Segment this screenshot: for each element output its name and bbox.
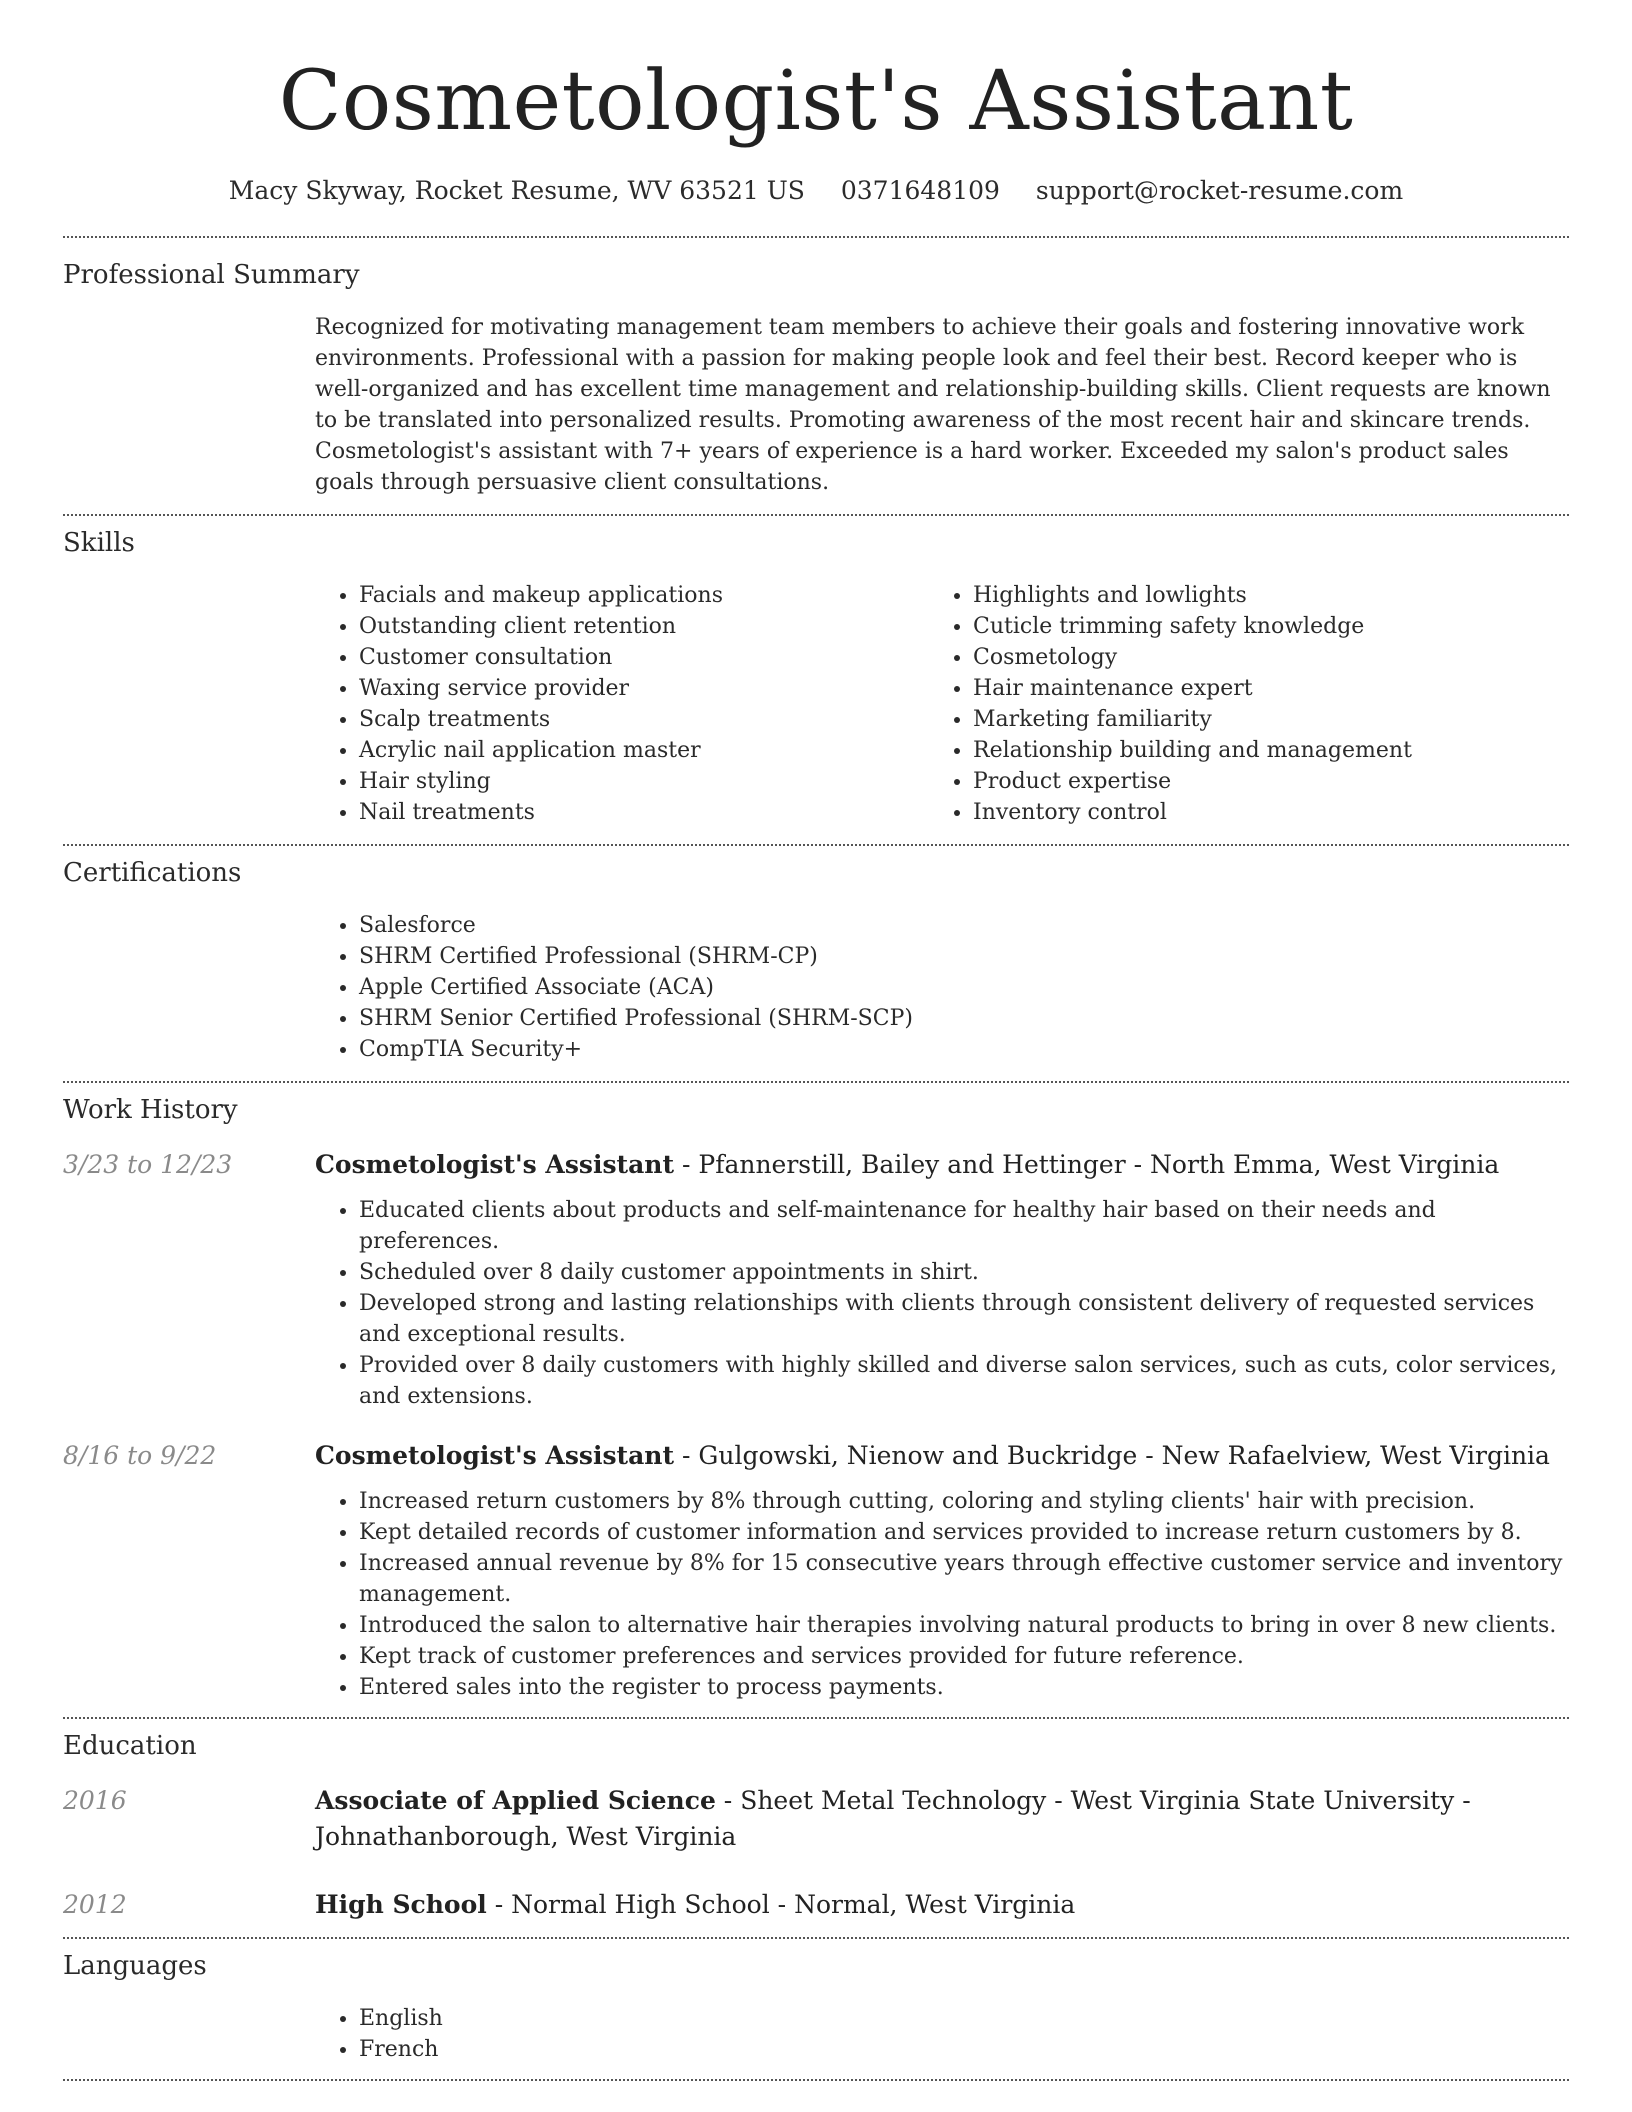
education-location: Normal, West Virginia <box>794 1890 1076 1919</box>
job-location: New Rafaelview, West Virginia <box>1161 1441 1550 1470</box>
certification-item: • Apple Certified Associate (ACA) <box>359 972 1569 1003</box>
certifications-content <box>315 910 1569 1065</box>
job-company: Gulgowski, Nienow and Buckridge <box>698 1441 1138 1470</box>
job-bullets <box>315 1486 1569 1703</box>
skills-column-left <box>315 580 929 828</box>
languages-content <box>315 2003 1569 2065</box>
job-bullets <box>315 1195 1569 1412</box>
education-title-line <box>315 1887 1569 1923</box>
education-section <box>63 1719 1569 1923</box>
job-title-line <box>315 1147 1569 1183</box>
section-title-skills: Skills <box>63 528 135 558</box>
work-section <box>63 1083 1569 1703</box>
languages-section <box>63 1939 1569 2065</box>
separator: - <box>1125 1150 1151 1179</box>
section-divider <box>63 2079 1569 2081</box>
job-dates: 8/16 to 9/22 <box>63 1441 217 1470</box>
education-title-line <box>315 1783 1569 1855</box>
job-bullet: • Scheduled over 8 daily customer appointments in shirt. <box>359 1257 1569 1288</box>
certification-item: • CompTIA Security+ <box>359 1034 1569 1065</box>
education-year: 2012 <box>63 1890 127 1919</box>
job-bullet: • Developed strong and lasting relationships with clients through consistent delivery of requested services and exceptional results. <box>359 1288 1569 1350</box>
job-location: North Emma, West Virginia <box>1150 1150 1500 1179</box>
job-company: Pfannerstill, Bailey and Hettinger <box>698 1150 1126 1179</box>
skill-item: • Cuticle trimming safety knowledge <box>973 611 1543 642</box>
job-dates: 3/23 to 12/23 <box>63 1150 233 1179</box>
section-title-work: Work History <box>63 1095 238 1125</box>
skills-column-right <box>929 580 1543 828</box>
education-degree: Associate of Applied Science <box>315 1786 716 1815</box>
education-degree: High School <box>315 1890 487 1919</box>
skill-item: • Waxing service provider <box>359 673 929 704</box>
job-role: Cosmetologist's Assistant <box>315 1441 675 1470</box>
summary-section <box>63 238 1569 498</box>
language-item: • English <box>359 2003 1569 2034</box>
job-entry <box>63 1147 1569 1412</box>
job-bullet: • Kept detailed records of customer information and services provided to increase return customers by 8. <box>359 1517 1569 1548</box>
education-field: Sheet Metal Technology <box>740 1786 1047 1815</box>
contact-phone: 0371648109 <box>840 176 1000 205</box>
certifications-list <box>315 910 1569 1065</box>
language-item: • French <box>359 2034 1569 2065</box>
skill-item: • Customer consultation <box>359 642 929 673</box>
separator: - <box>674 1441 699 1470</box>
job-bullet: • Increased return customers by 8% through cutting, coloring and styling clients' hair with precision. <box>359 1486 1569 1517</box>
skill-item: • Highlights and lowlights <box>973 580 1543 611</box>
certification-item: • SHRM Senior Certified Professional (SHRM-SCP) <box>359 1003 1569 1034</box>
job-bullet: • Entered sales into the register to process payments. <box>359 1672 1569 1703</box>
separator: - <box>1137 1441 1162 1470</box>
certification-item: • Salesforce <box>359 910 1569 941</box>
skill-item: • Marketing familiarity <box>973 704 1543 735</box>
job-bullet-list <box>315 1195 1569 1412</box>
skills-list-right <box>929 580 1543 828</box>
job-bullet: • Introduced the salon to alternative hair therapies involving natural products to bring in over 8 new clients. <box>359 1610 1569 1641</box>
separator: - <box>1454 1786 1471 1815</box>
skill-item: • Acrylic nail application master <box>359 735 929 766</box>
skills-section <box>63 516 1569 828</box>
skills-columns <box>315 580 1569 828</box>
skills-list-left <box>315 580 929 828</box>
certification-item: • SHRM Certified Professional (SHRM-CP) <box>359 941 1569 972</box>
education-entry <box>63 1783 1569 1855</box>
skill-item: • Hair styling <box>359 766 929 797</box>
separator: - <box>674 1150 699 1179</box>
skill-item: • Inventory control <box>973 797 1543 828</box>
skill-item: • Cosmetology <box>973 642 1543 673</box>
job-bullet: • Increased annual revenue by 8% for 15 consecutive years through effective customer service and inventory management. <box>359 1548 1569 1610</box>
separator: - <box>486 1890 512 1919</box>
job-bullet: • Provided over 8 daily customers with highly skilled and diverse salon services, such as cuts, color services, and extensions. <box>359 1350 1569 1412</box>
education-year: 2016 <box>63 1786 127 1815</box>
separator: - <box>1046 1786 1071 1815</box>
resume-title: Cosmetologist's Assistant <box>278 54 1354 149</box>
skill-item: • Product expertise <box>973 766 1543 797</box>
job-bullet: • Kept track of customer preferences and services provided for future reference. <box>359 1641 1569 1672</box>
job-header <box>63 1147 1569 1183</box>
education-school: West Virginia State University <box>1070 1786 1455 1815</box>
work-entries <box>63 1147 1569 1703</box>
education-entries <box>63 1783 1569 1923</box>
job-entry <box>63 1438 1569 1703</box>
section-title-certifications: Certifications <box>63 858 242 888</box>
separator: - <box>769 1890 795 1919</box>
section-title-education: Education <box>63 1731 197 1761</box>
separator: - <box>715 1786 741 1815</box>
skill-item: • Nail treatments <box>359 797 929 828</box>
skill-item: • Outstanding client retention <box>359 611 929 642</box>
contact-address: Macy Skyway, Rocket Resume, WV 63521 US <box>228 176 805 205</box>
job-bullet-list <box>315 1486 1569 1703</box>
education-location: Johnathanborough, West Virginia <box>315 1822 737 1851</box>
section-title-summary: Professional Summary <box>63 260 360 290</box>
job-role: Cosmetologist's Assistant <box>315 1150 675 1179</box>
certifications-section <box>63 846 1569 1065</box>
contact-line <box>63 174 1569 208</box>
skill-item: • Relationship building and management <box>973 735 1543 766</box>
skill-item: • Scalp treatments <box>359 704 929 735</box>
skill-item: • Hair maintenance expert <box>973 673 1543 704</box>
summary-text: Recognized for motivating management team members to achieve their goals and fostering innovative work environments. Professional with a passion for making people look and feel their best. Record keeper who is well-organized and has excellent time management and relationship-building skills. Client requests are known to be translated into personalized results. Promoting awareness of the most recent hair and skincare trends. Cosmetologist's assistant with 7+ years of experience is a hard worker. Exceeded my salon's product sales goals through persuasive client consultations. <box>315 315 1551 495</box>
contact-email: support@rocket-resume.com <box>1035 176 1404 205</box>
job-bullet: • Educated clients about products and self-maintenance for healthy hair based on their needs and preferences. <box>359 1195 1569 1257</box>
job-title-line <box>315 1438 1569 1474</box>
job-header <box>63 1438 1569 1474</box>
skill-item: • Facials and makeup applications <box>359 580 929 611</box>
summary-content <box>315 312 1569 498</box>
section-title-languages: Languages <box>63 1951 207 1981</box>
languages-list <box>315 2003 1569 2065</box>
education-entry <box>63 1887 1569 1923</box>
education-school: Normal High School <box>511 1890 770 1919</box>
